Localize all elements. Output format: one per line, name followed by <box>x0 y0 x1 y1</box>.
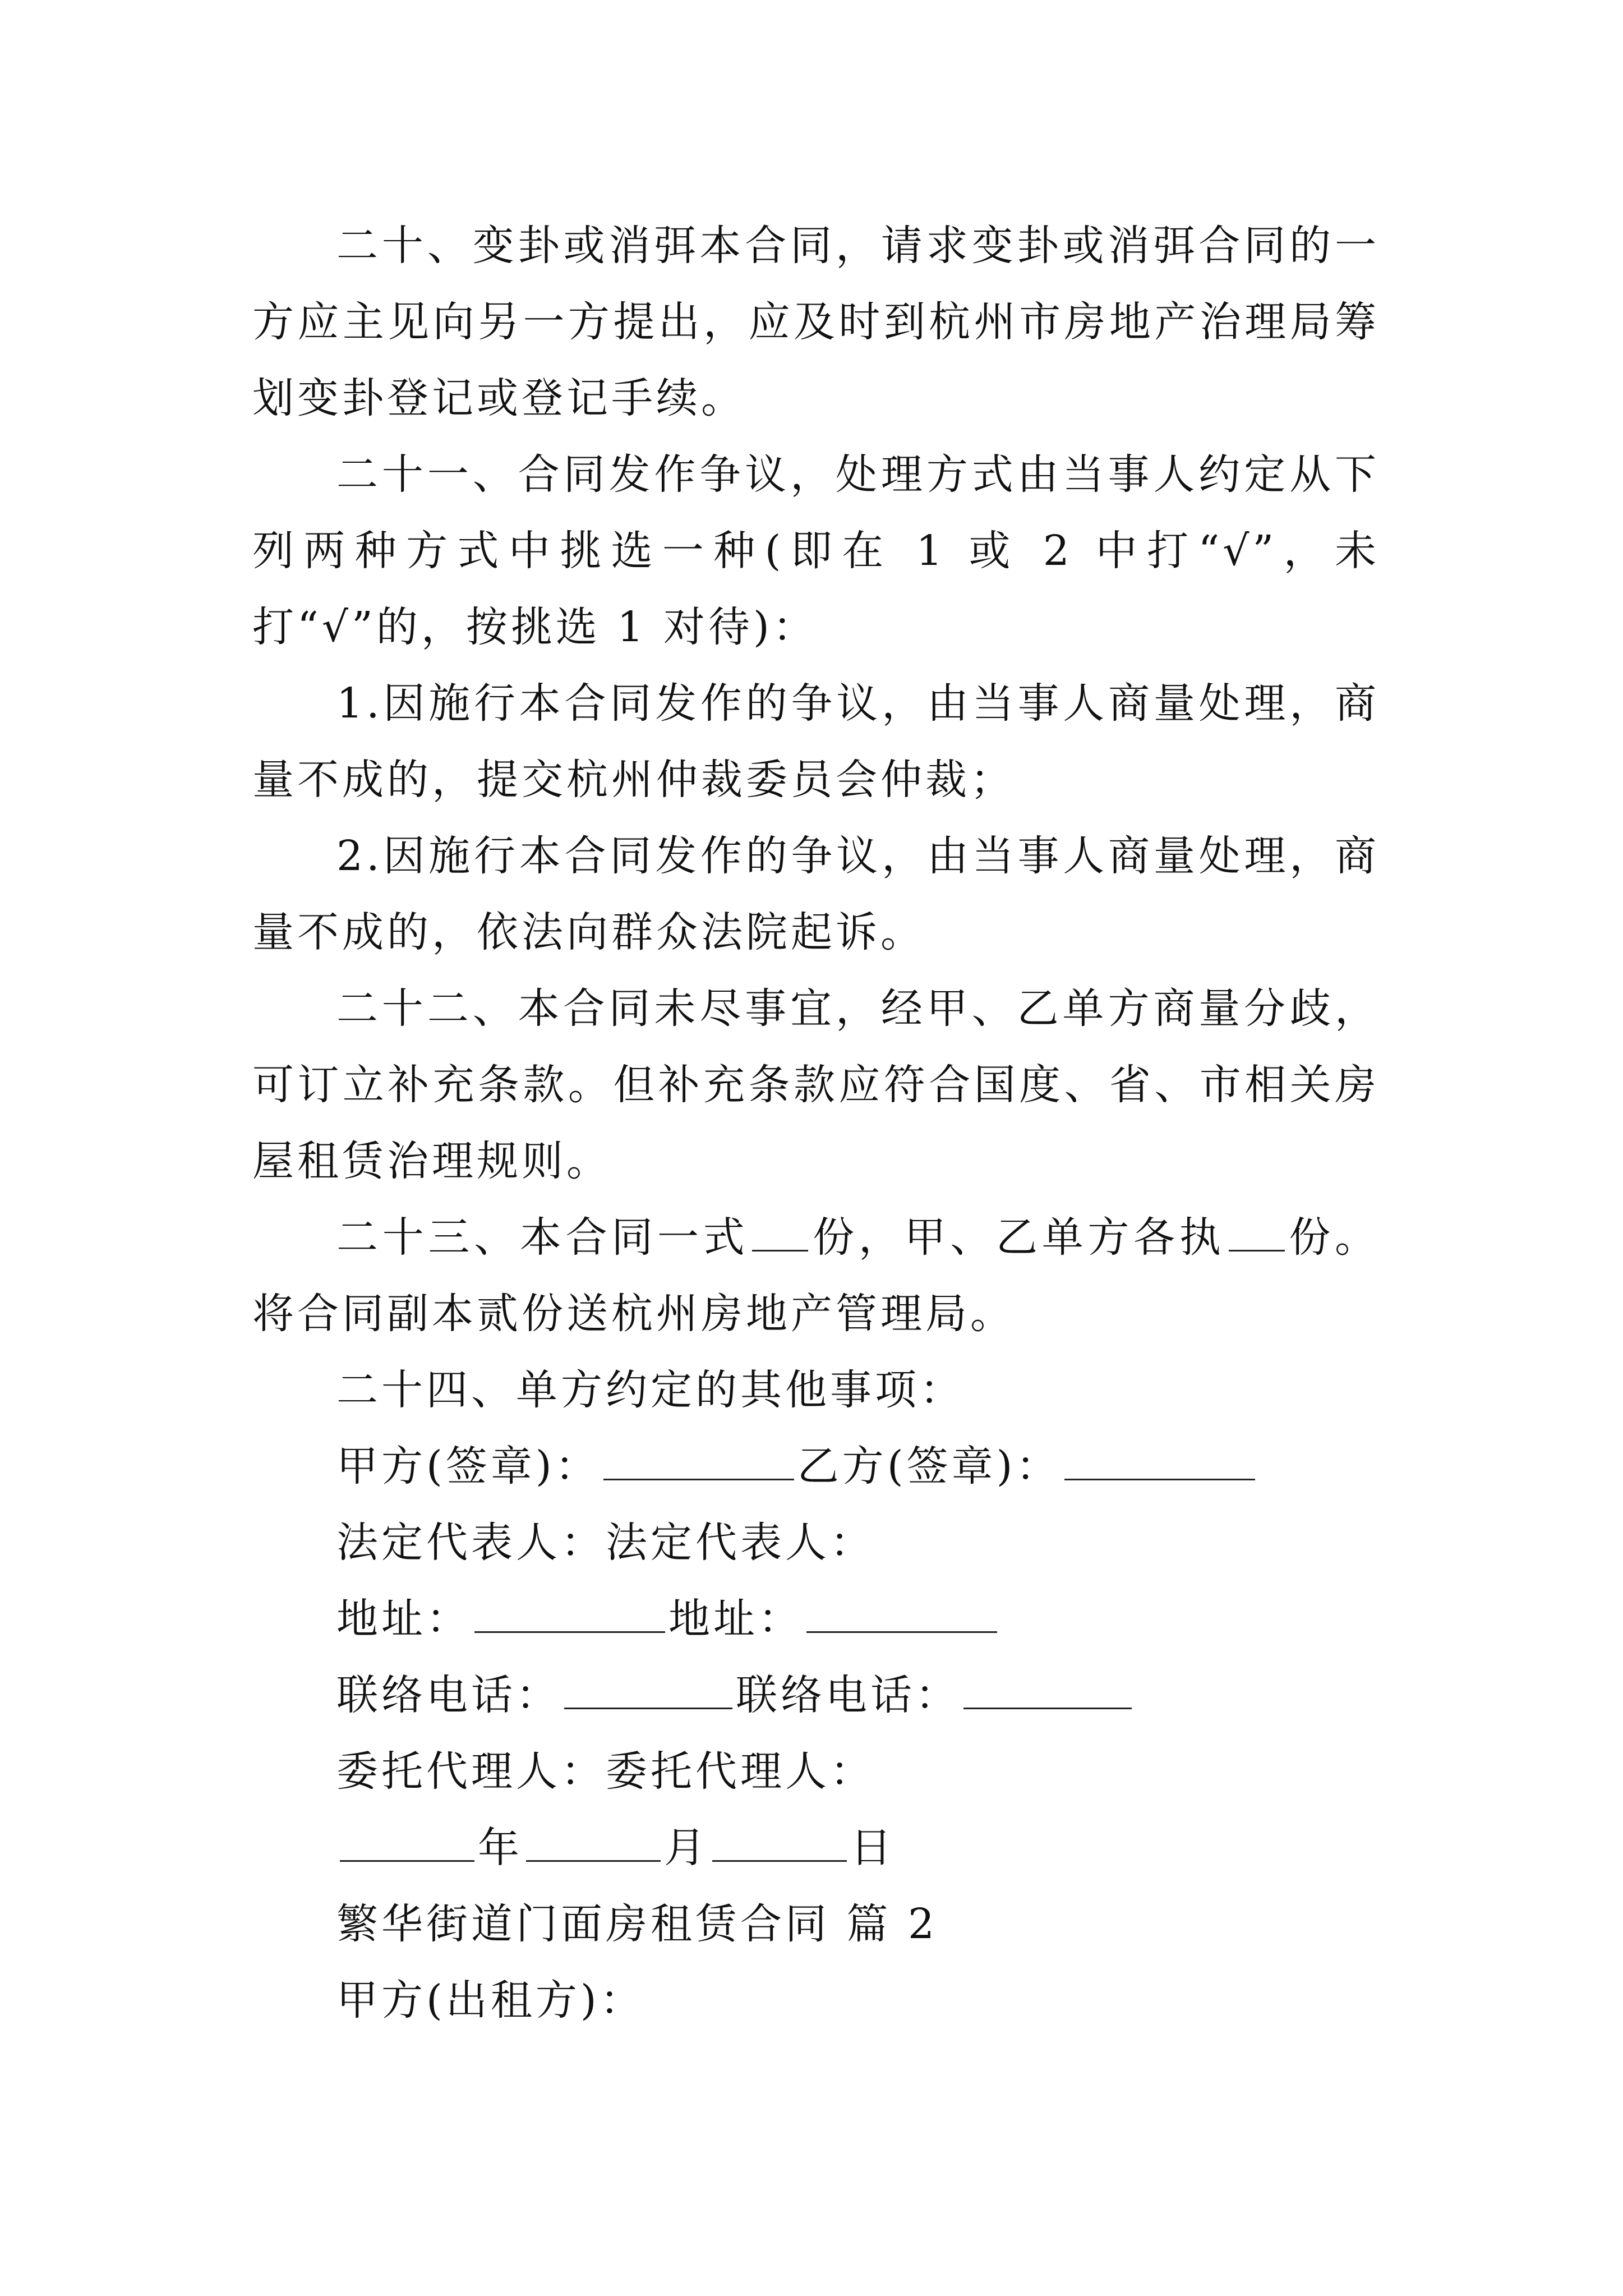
article-23-part-2: 份，甲、乙单方各执 <box>811 1213 1225 1262</box>
party-a-address-label: 地址： <box>336 1595 471 1643</box>
date-line <box>252 1810 1380 1886</box>
party-a-address-blank <box>474 1586 665 1633</box>
signature-line <box>252 1428 1380 1504</box>
party-b-signature-label: 乙方(签章)： <box>797 1442 1061 1490</box>
party-b-phone-label: 联络电话： <box>736 1671 960 1719</box>
legal-representative-line <box>252 1504 1380 1581</box>
party-a-signature-blank <box>603 1434 794 1480</box>
day-label: 日 <box>850 1824 895 1872</box>
article-21-option-2: 2.因施行本合同发作的争议，由当事人商量处理，商量不成的，依法向群众法院起诉。 <box>252 832 1380 956</box>
copies-each-blank <box>1229 1205 1285 1251</box>
party-a-representative-label: 法定代表人： <box>336 1519 606 1567</box>
article-23 <box>252 1199 1380 1352</box>
party-b-address-label: 地址： <box>668 1595 803 1643</box>
article-24: 二十四、单方约定的其他事项： <box>336 1366 965 1414</box>
section-title: 繁华街道门面房租赁合同 篇 2 <box>336 1900 938 1948</box>
article-21: 二十一、合同发作争议，处理方式由当事人约定从下列两种方式中挑选一种(即在 1 或 2 中打“√”，未打“√”的，按挑选 1 对待)： <box>252 450 1380 651</box>
day-blank <box>712 1815 847 1862</box>
year-label: 年 <box>478 1824 523 1872</box>
month-label: 月 <box>664 1824 709 1872</box>
phone-line <box>252 1657 1380 1733</box>
article-23-part-1: 二十三、本合同一式 <box>336 1213 749 1262</box>
agent-line <box>252 1733 1380 1810</box>
party-a-agent-label: 委托代理人： <box>336 1747 606 1796</box>
document-body <box>252 208 1380 2039</box>
article-23-part-3: 份。将合同副本贰份送杭州房地产管理局。 <box>252 1213 1380 1338</box>
party-b-address-blank <box>806 1586 997 1633</box>
party-b-signature-blank <box>1064 1434 1255 1480</box>
party-b-agent-label: 委托代理人： <box>606 1747 875 1796</box>
party-a-phone-blank <box>564 1663 732 1709</box>
article-21-option-1: 1.因施行本合同发作的争议，由当事人商量处理，商量不成的，提交杭州仲裁委员会仲裁； <box>252 679 1380 804</box>
lessor-label: 甲方(出租方)： <box>336 1976 645 2024</box>
article-22: 二十二、本合同未尽事宜，经甲、乙单方商量分歧，可订立补充条款。但补充条款应符合国度、省、市相关房屋租赁治理规则。 <box>252 984 1380 1185</box>
article-20: 二十、变卦或消弭本合同，请求变卦或消弭合同的一方应主见向另一方提出，应及时到杭州市房地产治理局筹划变卦登记或登记手续。 <box>252 222 1380 422</box>
party-a-phone-label: 联络电话： <box>336 1671 561 1719</box>
copies-total-blank <box>752 1205 808 1251</box>
party-a-signature-label: 甲方(签章)： <box>336 1442 600 1490</box>
party-b-representative-label: 法定代表人： <box>606 1519 875 1567</box>
address-line <box>252 1581 1380 1657</box>
month-blank <box>526 1815 661 1862</box>
party-b-phone-blank <box>963 1663 1132 1709</box>
year-blank <box>340 1815 474 1862</box>
